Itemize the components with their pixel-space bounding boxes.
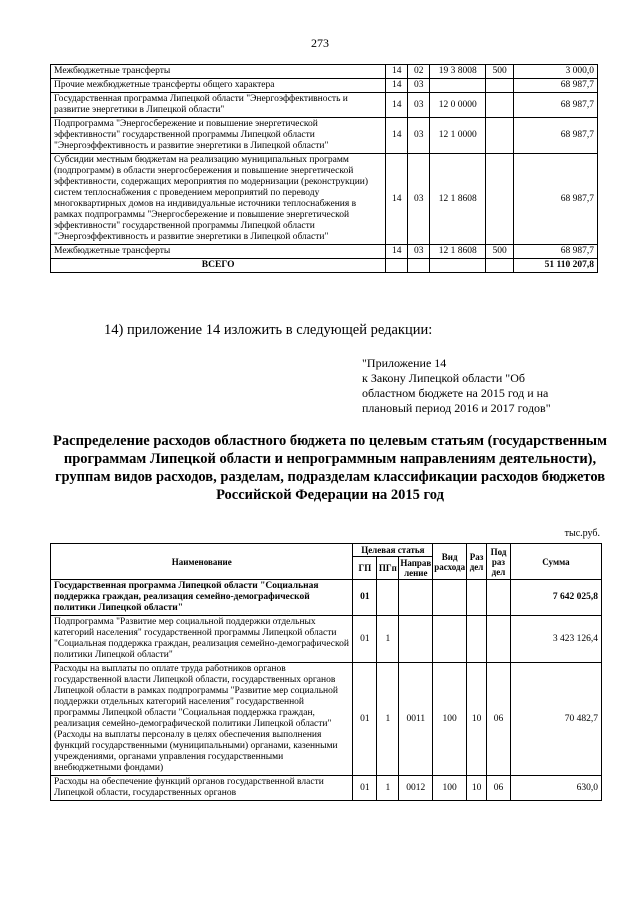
row-gp: 01: [353, 776, 377, 801]
row-sum: 68 987,7: [514, 79, 598, 93]
appendix-line: плановый период 2016 и 2017 годов": [362, 401, 551, 415]
header-pgp: ПГп: [377, 557, 399, 580]
row-pgp: [377, 580, 399, 616]
row-name: Государственная программа Липецкой области "Социальная поддержка граждан, реализация семейно-демографической политики Липецкой области": [51, 580, 353, 616]
row-pgp: 1: [377, 616, 399, 663]
table-row: [51, 580, 602, 616]
empty-cell: [386, 259, 408, 273]
row-gp: 01: [353, 580, 377, 616]
empty-cell: [486, 259, 514, 273]
empty-cell: [408, 259, 430, 273]
row-direction: 0012: [399, 776, 433, 801]
row-direction: [399, 580, 433, 616]
table-row: [51, 93, 598, 118]
item-14-instruction: 14) приложение 14 изложить в следующей редакции:: [104, 322, 433, 338]
row-section: [467, 616, 487, 663]
row-subsection: [487, 580, 511, 616]
row-expense-type: 500: [486, 65, 514, 79]
row-subsection: 02: [408, 65, 430, 79]
page-number: 273: [311, 36, 329, 50]
table-row: [51, 118, 598, 154]
row-name: Прочие межбюджетные трансферты общего характера: [51, 79, 386, 93]
row-name: Расходы на выплаты по оплате труда работников органов государственной власти Липецкой области, государственных органов Липецкой области в рамках подпрограммы "Развитие мер социальной поддержки отдельных категорий населения" государственной программы Липецкой области "Социальная поддержка граждан, реализация семейно-демографической политики Липецкой области" (Расходы на выплаты персоналу в целях обеспечения выполнения функций государственными (муниципальными) органами, казенными учреждениями, органами управления государственными внебюджетными фондами): [51, 663, 353, 776]
row-sum: 68 987,7: [514, 93, 598, 118]
table-row: [51, 154, 598, 245]
total-label: ВСЕГО: [51, 259, 386, 273]
header-sum: Сумма: [510, 544, 601, 580]
row-sum: 630,0: [510, 776, 601, 801]
row-sum: 68 987,7: [514, 154, 598, 245]
table-row: [51, 776, 602, 801]
row-name: Межбюджетные трансферты: [51, 65, 386, 79]
table-row: [51, 245, 598, 259]
appendix-header: [362, 356, 551, 416]
table-row: [51, 663, 602, 776]
row-name: Межбюджетные трансферты: [51, 245, 386, 259]
row-target-article: 12 1 8608: [430, 245, 486, 259]
row-sum: 3 423 126,4: [510, 616, 601, 663]
appendix-line: областном бюджете на 2015 год и на: [362, 386, 549, 400]
empty-cell: [430, 259, 486, 273]
row-subsection: 03: [408, 154, 430, 245]
row-target-article: 19 3 8008: [430, 65, 486, 79]
row-target-article: 12 0 0000: [430, 93, 486, 118]
row-target-article: 12 1 0000: [430, 118, 486, 154]
header-gp: ГП: [353, 557, 377, 580]
row-name: Государственная программа Липецкой области "Энергоэффективность и развитие энергетики в Липецкой области": [51, 93, 386, 118]
total-sum: 51 110 207,8: [514, 259, 598, 273]
row-expense-type: [433, 580, 467, 616]
budget-table-continuation: [50, 64, 598, 273]
row-subsection: 03: [408, 118, 430, 154]
row-direction: [399, 616, 433, 663]
row-expense-type: [433, 616, 467, 663]
row-subsection: 03: [408, 79, 430, 93]
row-section: 14: [386, 93, 408, 118]
row-expense-type: 100: [433, 663, 467, 776]
row-expense-type: [486, 79, 514, 93]
document-title: Распределение расходов областного бюджета по целевым статьям (государственным программам Липецкой области и непрограммным направлениям деятельности), группам видов расходов, разделам, подразделам классификации расходов бюджетов Российской Федерации на 2015 год: [53, 433, 607, 503]
unit-label: тыс.руб.: [564, 528, 600, 539]
header-expense-type: Вид расхода: [433, 544, 467, 580]
row-pgp: 1: [377, 776, 399, 801]
row-section: 10: [467, 663, 487, 776]
row-expense-type: [486, 118, 514, 154]
row-expense-type: [486, 154, 514, 245]
row-section: 10: [467, 776, 487, 801]
appendix-line: к Закону Липецкой области "Об: [362, 371, 525, 385]
row-section: 14: [386, 118, 408, 154]
row-subsection: 03: [408, 93, 430, 118]
row-section: 14: [386, 79, 408, 93]
row-expense-type: [486, 93, 514, 118]
row-direction: 0011: [399, 663, 433, 776]
header-direction: Направ ление: [400, 558, 432, 578]
row-name: Субсидии местным бюджетам на реализацию муниципальных программ (подпрограмм) в области энергосбережения и повышение энергетической эффективности, содержащих мероприятия по модернизации (реконструкции) систем теплоснабжения с проведением мероприятий по переводу многоквартирных домов на индивидуальные источники теплоснабжения в рамках подпрограммы "Энергосбережение и повышение энергетической эффективности" государственной программы Липецкой области "Энергоэффективность и развитие энергетики в Липецкой области": [51, 154, 386, 245]
row-name: Подпрограмма "Развитие мер социальной поддержки отдельных категорий населения" государственной программы Липецкой области "Социальная поддержка граждан, реализация семейно-демографической политики Липецкой области": [51, 616, 353, 663]
table-row: [51, 616, 602, 663]
total-row: [51, 259, 598, 273]
row-expense-type: 500: [486, 245, 514, 259]
row-subsection: 03: [408, 245, 430, 259]
row-subsection: 06: [487, 663, 511, 776]
row-target-article: [430, 79, 486, 93]
table-row: [51, 79, 598, 93]
header-section: Раз дел: [467, 544, 487, 580]
row-section: [467, 580, 487, 616]
header-name: Наименование: [51, 544, 353, 580]
row-sum: 68 987,7: [514, 245, 598, 259]
header-subsection: Под раз дел: [487, 544, 511, 580]
row-subsection: [487, 616, 511, 663]
appendix-line: "Приложение 14: [362, 356, 447, 370]
row-section: 14: [386, 245, 408, 259]
row-sum: 3 000,0: [514, 65, 598, 79]
row-pgp: 1: [377, 663, 399, 776]
row-expense-type: 100: [433, 776, 467, 801]
row-sum: 70 482,7: [510, 663, 601, 776]
row-gp: 01: [353, 663, 377, 776]
row-section: 14: [386, 65, 408, 79]
table-row: [51, 65, 598, 79]
row-target-article: 12 1 8608: [430, 154, 486, 245]
row-name: Расходы на обеспечение функций органов государственной власти Липецкой области, государственных органов: [51, 776, 353, 801]
row-gp: 01: [353, 616, 377, 663]
row-section: 14: [386, 154, 408, 245]
row-name: Подпрограмма "Энергосбережение и повышение энергетической эффективности" государственной программы Липецкой области "Энергоэффективность и развитие энергетики в Липецкой области": [51, 118, 386, 154]
expense-distribution-table: [50, 543, 602, 801]
header-target-article: Целевая статья: [353, 544, 433, 557]
row-sum: 68 987,7: [514, 118, 598, 154]
row-sum: 7 642 025,8: [510, 580, 601, 616]
row-subsection: 06: [487, 776, 511, 801]
